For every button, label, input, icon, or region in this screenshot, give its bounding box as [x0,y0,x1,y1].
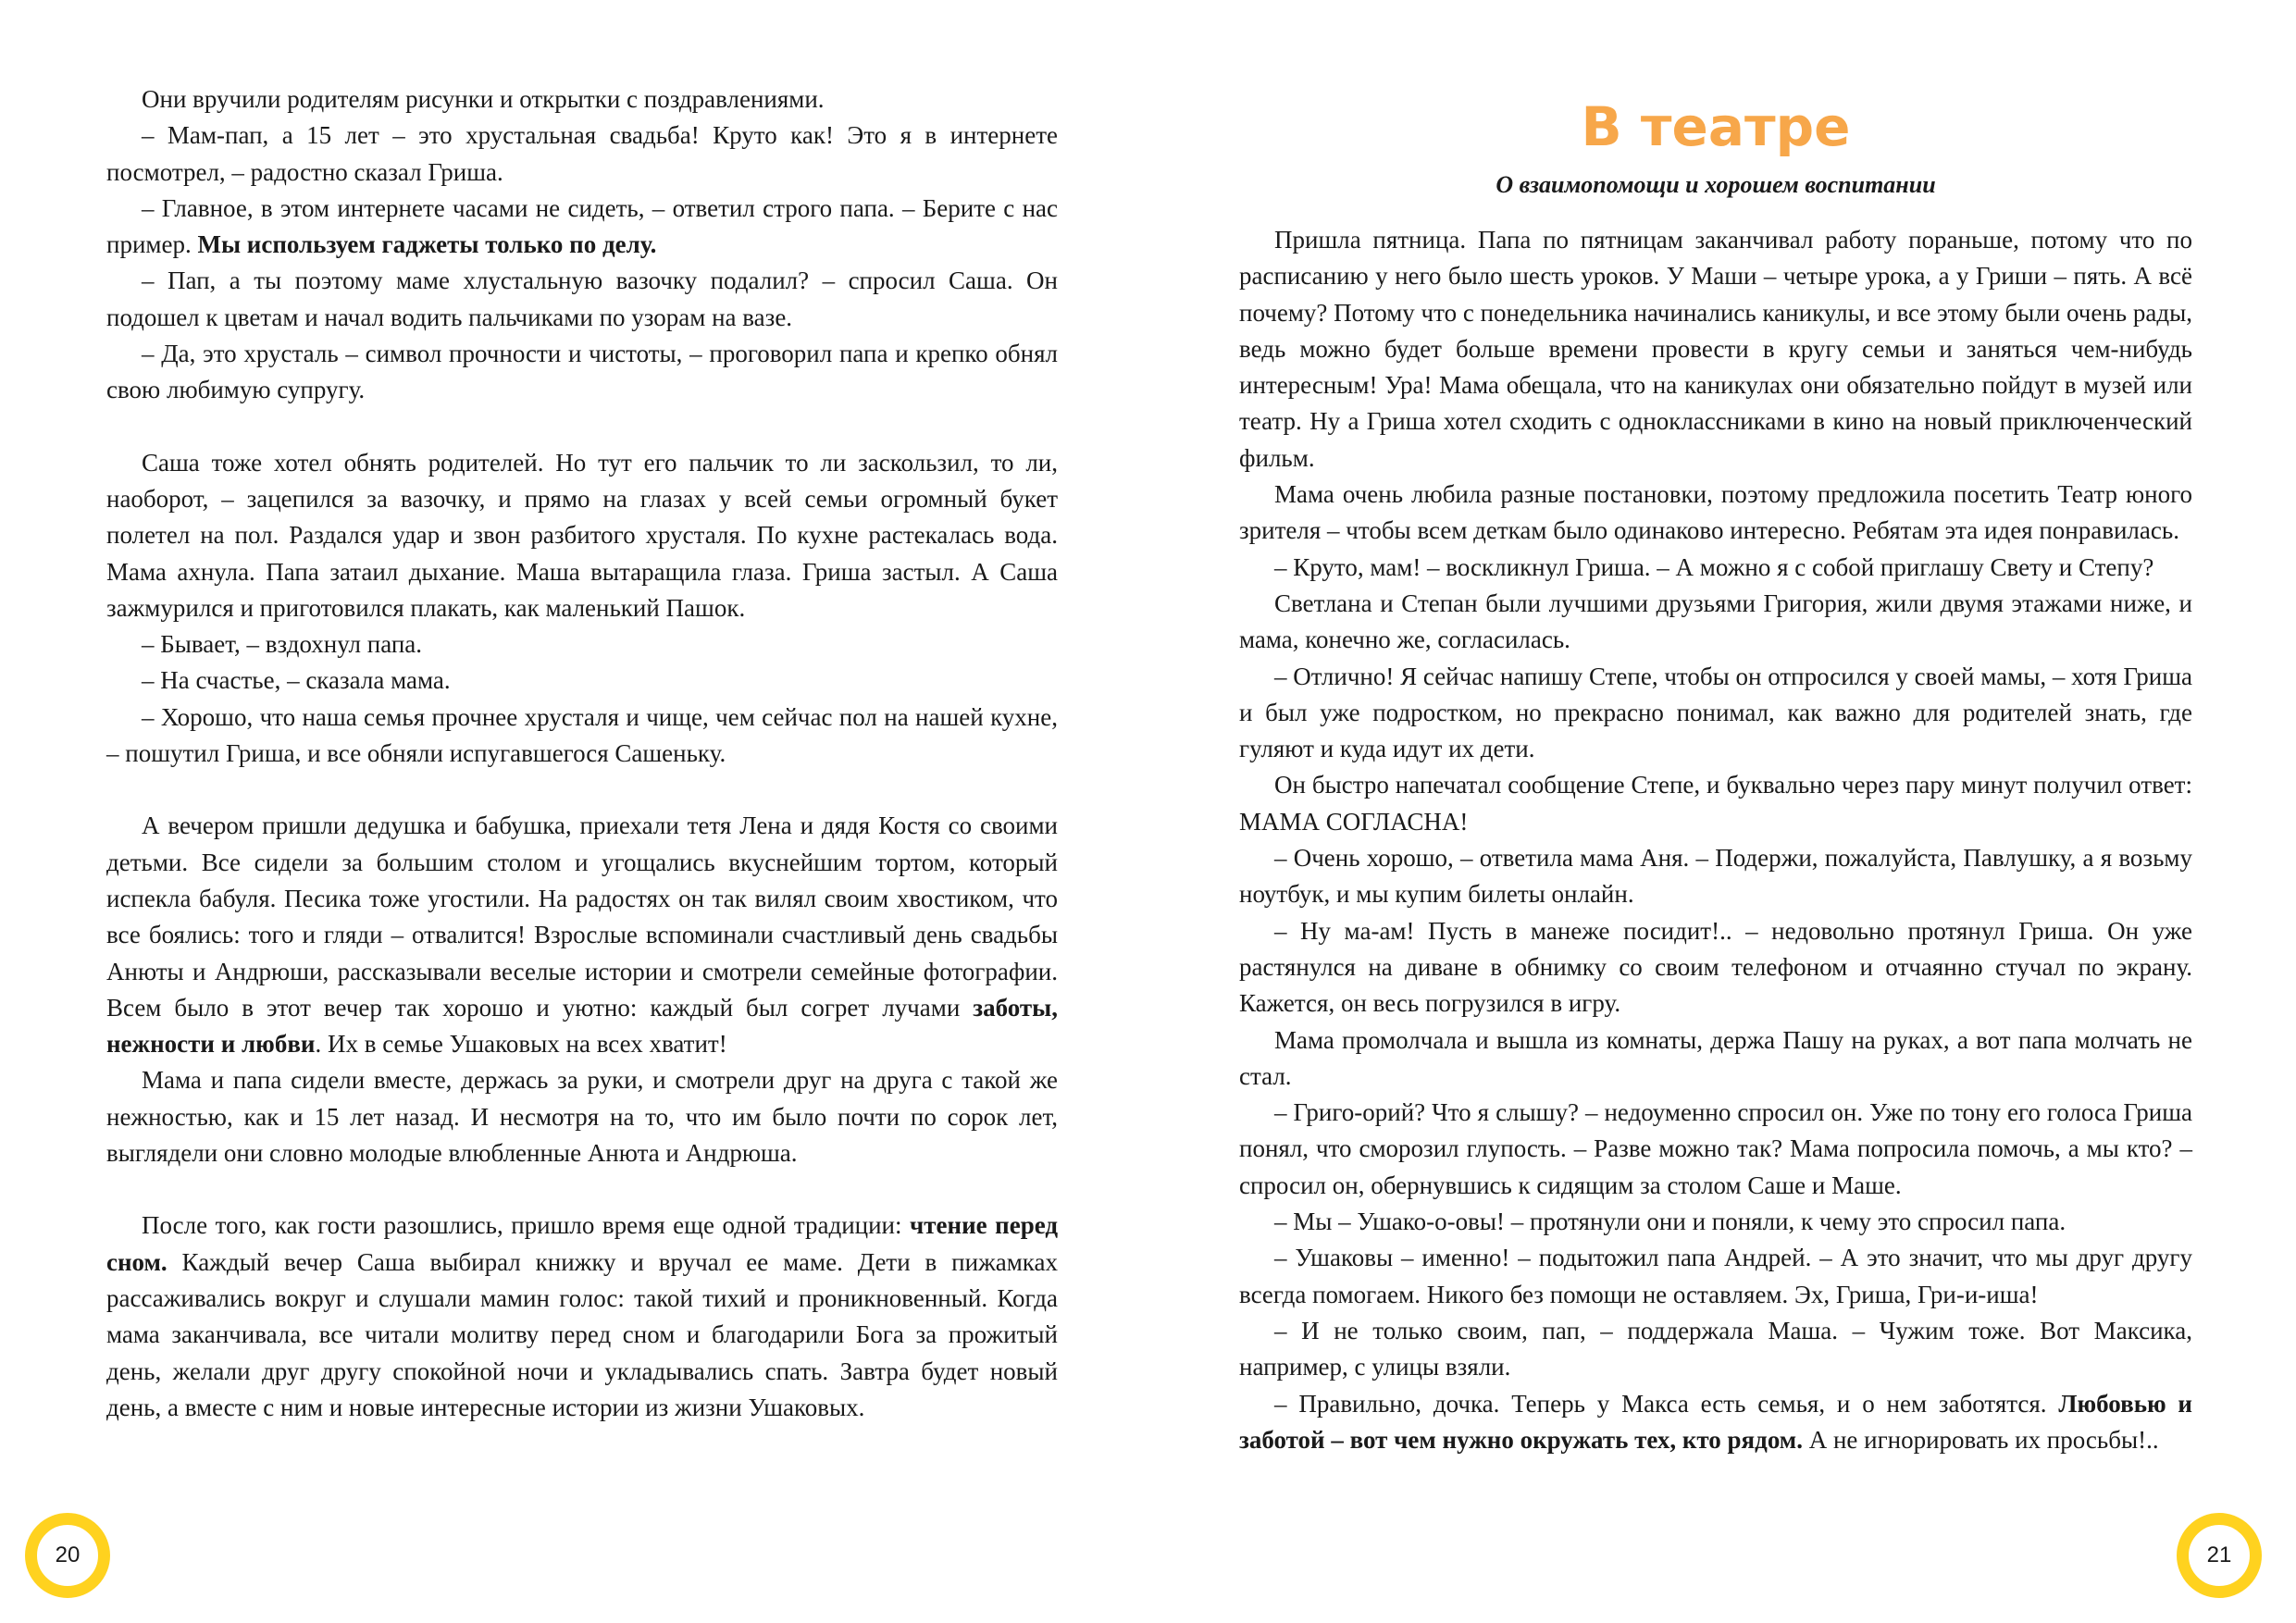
paragraph [1239,767,2192,840]
text-run: – Пап, а ты поэтому маме хлустальную вазочку подалил? – спросил Саша. Он подошел к цветам и начал водить пальчиками по узорам на вазе. [106,266,1058,331]
text-run: – И не только своим, пап, – поддержала Маша. – Чужим тоже. Вот Максика, например, с улицы взяли. [1239,1316,2192,1381]
right-page [1148,0,2296,1623]
text-run: – На счастье, – сказала мама. [142,666,451,695]
text-run: Пришла пятница. Папа по пятницам заканчивал работу пораньше, потому что по расписанию у него было шесть уроков. У Маши – четыре урока, а у Гриши – пять. А всё почему? Потому что с понедельника начинались каникулы, и все этому были очень рады, ведь можно будет больше времени провести в кругу семьи и заняться чем-нибудь интересным! Ура! Мама обещала, что на каникулах они обязательно пойдут в музей или театр. Ну а Гриша хотел сходить с одноклассниками в кино на новый приключенческий фильм. [1239,226,2192,472]
paragraph [1239,1386,2192,1459]
text-run: – Да, это хрусталь – символ прочности и чистоты, – проговорил папа и крепко обнял свою любимую супругу. [106,340,1058,404]
paragraph [1239,1095,2192,1204]
text-run: – Бывает, – вздохнул папа. [142,630,423,659]
chapter-title: В театре [1581,95,1851,158]
emphasis-text: заботы, нежности и любви [106,993,1058,1059]
paragraph [1239,550,2192,586]
paragraph [1239,1022,2192,1096]
paragraph [106,663,1058,699]
paragraph [106,700,1058,773]
paragraph [1239,1204,2192,1240]
text-run: . Их в семье Ушаковых на всех хватит! [315,1030,727,1059]
left-page-text [106,81,1058,1426]
paragraph [106,445,1058,626]
text-run: Они вручили родителям рисунки и открытки с поздравлениями. [142,85,825,113]
paragraph [1239,1240,2192,1313]
paragraph [106,1208,1058,1426]
text-run: – Круто, мам! – воскликнул Гриша. – А можно я с собой приглашу Свету и Степу? [1274,552,2154,581]
emphasis-text: Мы используем гаджеты только по делу. [197,230,657,259]
paragraph [106,191,1058,264]
text-run: Каждый вечер Саша выбирал книжку и вручал ее маме. Дети в пижамках рассаживались вокруг и слушали мамин голос: такой тихий и проникновенный. Когда мама заканчивала, все читали молитву перед сном и благодарили Бога за прожитый день, желали друг другу спокойной ночи и укладывались спать. Завтра будет новый день, а вместе с ним и новые интересные истории из жизни Ушаковых. [106,1247,1058,1421]
paragraph [106,263,1058,336]
text-run: Саша тоже хотел обнять родителей. Но тут его пальчик то ли заскользил, то ли, наоборот, – зацепился за вазочку, и прямо на глазах у всей семьи огромный букет полетел на пол. Раздался удар и звон разбитого хрусталя. По кухне растекалась вода. Мама ахнула. Папа затаил дыхание. Маша вытаращила глаза. Гриша застыл. А Саша зажмурился и приготовился плакать, как маленький Пашок. [106,448,1058,622]
paragraph [1239,222,2192,477]
text-run: – Очень хорошо, – ответила мама Аня. – Подержи, пожалуйста, Павлушку, а я возьму ноутбук, и мы купим билеты онлайн. [1239,844,2192,909]
text-run: Мама промолчала и вышла из комнаты, держа Пашу на руках, а вот папа молчать не стал. [1239,1025,2192,1090]
paragraph [106,626,1058,663]
text-run: – Отлично! Я сейчас напишу Степе, чтобы он отпросился у своей мамы, – хотя Гриша и был уже подростком, но прекрасно понимал, как важно для родителей знать, где гуляют и куда идут их дети. [1239,662,2192,763]
emphasis-text: Любовью и заботой – вот чем нужно окружать тех, кто рядом. [1239,1389,2192,1454]
text-run: – Ушаковы – именно! – подытожил папа Андрей. – А это значит, что мы друг другу всегда помогаем. Никого без помощи не оставляем. Эх, Гриша, Гри-и-иша! [1239,1244,2192,1308]
text-run: А вечером пришли дедушка и бабушка, приехали тетя Лена и дядя Костя со своими детьми. Все сидели за большим столом и угощались вкуснейшим тортом, который испекла бабуля. Песика тоже угостили. На радостях он так вилял своим хвостиком, что все боялись: того и гляди – отвалится! Взрослые вспоминали счастливый день свадьбы Анюты и Андрюши, рассказывали веселые истории и смотрели семейные фотографии. Всем было в этот вечер так хорошо и уютно: каждый был согрет лучами [106,812,1058,1022]
text-run: Он быстро напечатал сообщение Степе, и буквально через пару минут получил ответ: МАМА СОГЛАСНА! [1239,771,2192,836]
text-run: – Главное, в этом интернете часами не сидеть, – ответил строго папа. – Берите с нас пример. [106,193,1058,259]
text-run: – Мам-пап, а 15 лет – это хрустальная свадьба! Круто как! Это я в интернете посмотрел, – радостно сказал Гриша. [106,121,1058,186]
paragraph [106,808,1058,1062]
page-number-right: 21 [2177,1513,2262,1598]
text-run: Мама и папа сидели вместе, держась за руки, и смотрели друг на друга с такой же нежностью, как и 15 лет назад. И несмотря на то, что им было почти по сорок лет, выглядели они словно молодые влюбленные Анюта и Андрюша. [106,1066,1058,1168]
paragraph [106,118,1058,191]
chapter-subtitle: О взаимопомощи и хорошем воспитании [1496,171,1936,198]
text-run: После того, как гости разошлись, пришло время еще одной традиции: [142,1211,911,1240]
paragraph [1239,477,2192,550]
paragraph [106,81,1058,118]
text-run: Мама очень любила разные постановки, поэтому предложила посетить Театр юного зрителя – чтобы всем деткам было одинаково интересно. Ребятам эта идея понравилась. [1239,480,2192,545]
emphasis-text: чтение перед сном. [106,1211,1058,1276]
text-run: – Хорошо, что наша семья прочнее хрусталя и чище, чем сейчас пол на нашей кухне, – пошутил Гриша, и все обняли испугавшегося Сашеньку. [106,702,1058,768]
paragraph [1239,1313,2192,1386]
paragraph [1239,913,2192,1022]
text-run: – Ну ма-ам! Пусть в манеже посидит!.. – недовольно протянул Гриша. Он уже растянулся на диване в обнимку со своим телефоном и отчаянно стучал по экрану. Кажется, он весь погрузился в игру. [1239,916,2192,1018]
paragraph [1239,586,2192,659]
paragraph [106,1062,1058,1171]
text-run: – Мы – Ушако-о-овы! – протянули они и поняли, к чему это спросил папа. [1274,1208,2066,1236]
text-run: – Правильно, дочка. Теперь у Макса есть семья, и о нем заботятся. [1274,1389,2059,1418]
page-number-left: 20 [25,1513,110,1598]
text-run: – Григо-орий? Что я слышу? – недоуменно спросил он. Уже по тону его голоса Гриша понял, что сморозил глупость. – Разве можно так? Мама попросила помочь, а мы кто? – спросил он, обернувшись к сидящим за столом Саше и Маше. [1239,1098,2192,1199]
text-run: Светлана и Степан были лучшими друзьями Григория, жили двумя этажами ниже, и мама, конечно же, согласилась. [1239,588,2192,654]
right-page-text [1239,222,2192,1458]
paragraph [1239,659,2192,768]
text-run: А не игнорировать их просьбы!.. [1802,1425,2159,1454]
paragraph [106,336,1058,409]
paragraph [1239,840,2192,913]
